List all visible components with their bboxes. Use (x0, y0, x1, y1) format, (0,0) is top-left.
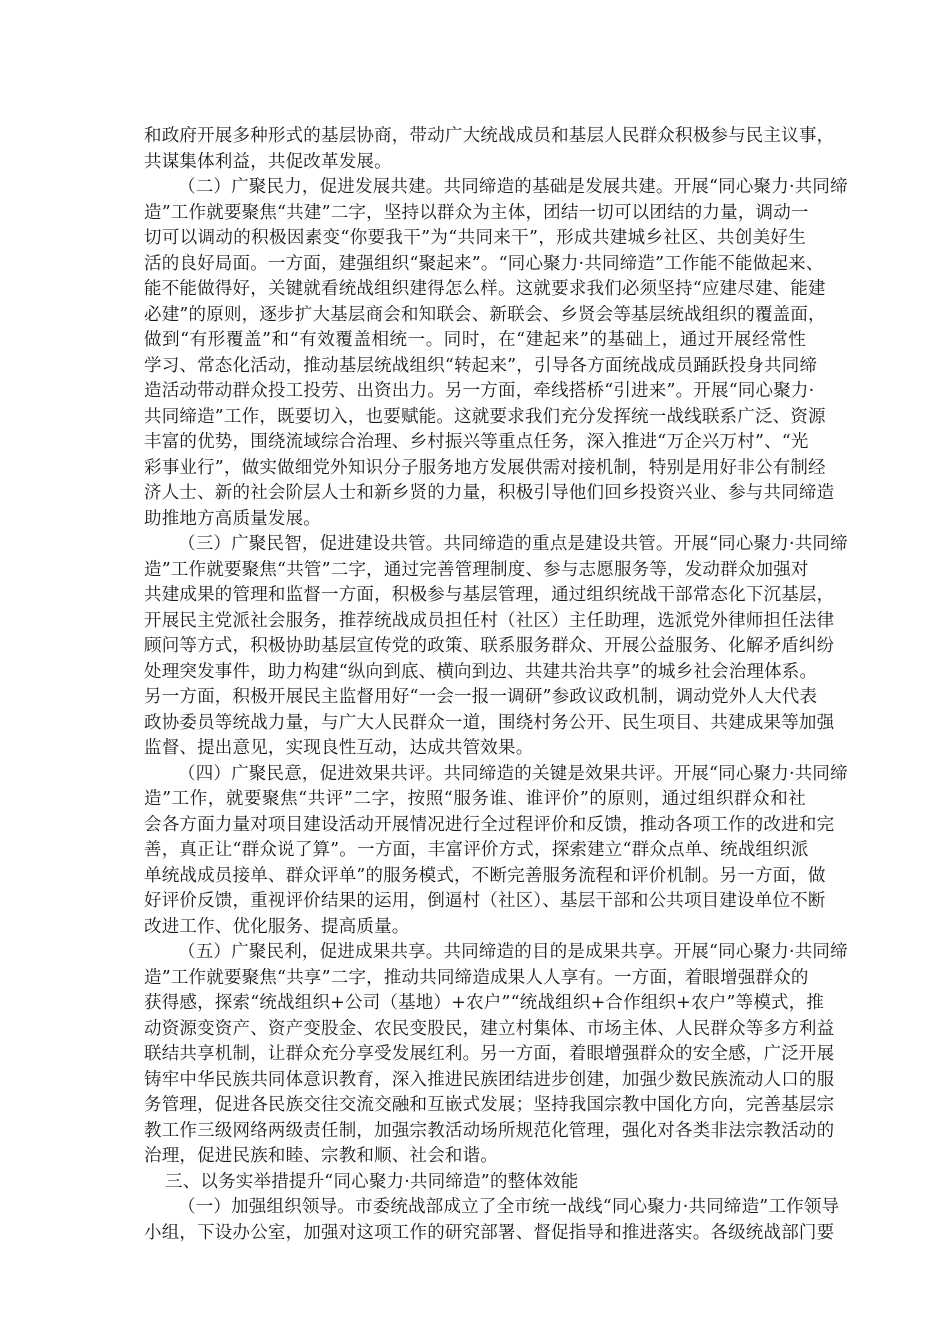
paragraph-line: 共建成果的管理和监督一方面，积极参与基层管理，通过组织统战干部常态化下沉基层， (144, 585, 835, 605)
paragraph-line: （三）广聚民智，促进建设共管。共同缔造的重点是建设共管。开展“同心聚力·共同缔 (178, 534, 848, 554)
paragraph-line: 造活动带动群众投工投劳、出资出力。另一方面，牵线搭桥“引进来”。开展“同心聚力· (144, 381, 815, 401)
paragraph-line: 政协委员等统战力量，与广大人民群众一道，围绕村务公开、民生项目、共建成果等加强 (144, 712, 835, 733)
paragraph-line: 单统战成员接单、群众评单”的服务模式，不断完善服务流程和评价机制。另一方面，做 (144, 865, 826, 886)
paragraph-line: 彩事业行”，做实做细党外知识分子服务地方发展供需对接机制，特别是用好非公有制经 (144, 457, 826, 478)
paragraph-line: 活的良好局面。一方面，建强组织“聚起来”。“同心聚力·共同缔造”工作能不能做起来、 (144, 253, 824, 274)
paragraph-line: 铸牢中华民族共同体意识教育，深入推进民族团结进步创建，加强少数民族流动人口的服 (144, 1069, 835, 1090)
paragraph-line: 造”工作就要聚焦“共享”二字，推动共同缔造成果人人享有。一方面，着眼增强群众的 (144, 967, 809, 988)
paragraph-line: 丰富的优势，围绕流域综合治理、乡村振兴等重点任务，深入推进“万企兴万村”、“光 (144, 432, 809, 452)
paragraph-line: 小组，下设办公室，加强对这项工作的研究部署、督促指导和推进落实。各级统战部门要 (144, 1222, 835, 1243)
paragraph-line: 联结共享机制，让群众充分享受发展红利。另一方面，着眼增强群众的安全感，广泛开展 (144, 1044, 835, 1064)
paragraph-line: 助推地方高质量发展。 (144, 508, 321, 529)
paragraph-line: 做到“有形覆盖”和“有效覆盖相统一。同时，在“建起来”的基础上，通过开展经常性 (144, 330, 806, 350)
paragraph-line: 另一方面，积极开展民主监督用好“一会一报一调研”参政议政机制，调动党外人大代表 (144, 687, 818, 707)
paragraph-line: 济人士、新的社会阶层人士和新乡贤的力量，积极引导他们回乡投资兴业、参与共同缔造 (144, 483, 835, 503)
paragraph-line: 切可以调动的积极因素变“你要我干”为“共同来干”，形成共建城乡社区、共创美好生 (144, 228, 806, 248)
paragraph-line: 开展民主党派社会服务，推荐统战成员担任村（社区）主任助理，选派党外律师担任法律 (144, 610, 835, 631)
paragraph-line: （二）广聚民力，促进发展共建。共同缔造的基础是发展共建。开展“同心聚力·共同缔 (178, 177, 848, 197)
paragraph-line: 好评价反馈，重视评价结果的运用，倒逼村（社区）、基层干部和公共项目建设单位不断 (144, 891, 826, 911)
paragraph-line: 共同缔造”工作，既要切入，也要赋能。这就要求我们充分发挥统一战线联系广泛、资源 (144, 406, 826, 427)
paragraph-line: 处理突发事件，助力构建“纵向到底、横向到边、共建共治共享”的城乡社会治理体系。 (144, 661, 818, 682)
paragraph-line: 动资源变资产、资产变股金、农民变股民，建立村集体、市场主体、人民群众等多方利益 (144, 1018, 835, 1039)
paragraph-line: 造”工作就要聚焦“共管”二字，通过完善管理制度、参与志愿服务等，发动群众加强对 (144, 559, 809, 580)
paragraph-line: （一）加强组织领导。市委统战部成立了全市统一战线“同心聚力·共同缔造”工作领导 (178, 1197, 840, 1217)
paragraph-line: 获得感，探索“统战组织+公司（基地）+农户”“统战组织+合作组织+农户”等模式，推 (144, 993, 825, 1013)
paragraph-line: 善，真正让“群众说了算”。一方面，丰富评价方式，探索建立“群众点单、统战组织派 (144, 840, 809, 860)
paragraph-line: 改进工作、优化服务、提高质量。 (144, 916, 410, 937)
paragraph-line: 顾问等方式，积极协助基层宣传党的政策、联系服务群众、开展公益服务、化解矛盾纠纷 (144, 636, 835, 656)
paragraph-line: 共谋集体利益，共促改革发展。 (144, 151, 392, 172)
paragraph-line: 治理，促进民族和睦、宗教和顺、社会和谐。 (144, 1146, 498, 1166)
paragraph-line: （五）广聚民利，促进成果共享。共同缔造的目的是成果共享。开展“同心聚力·共同缔 (178, 942, 848, 962)
paragraph-line: 务管理，促进各民族交往交流交融和互嵌式发展；坚持我国宗教中国化方向，完善基层宗 (144, 1095, 835, 1115)
paragraph-line: 学习、常态化活动，推动基层统战组织“转起来”，引导各方面统战成员踊跃投身共同缔 (144, 355, 818, 376)
paragraph-line: 必建”的原则，逐步扩大基层商会和知联会、新联会、乡贤会等基层统战组织的覆盖面， (144, 304, 826, 325)
paragraph-line: 能不能做得好，关键就看统战组织建得怎么样。这就要求我们必须坚持“应建尽建、能建 (144, 279, 826, 299)
paragraph-line: 会各方面力量对项目建设活动开展情况进行全过程评价和反馈，推动各项工作的改进和完 (144, 814, 835, 835)
paragraph-line: 造”工作就要聚焦“共建”二字，坚持以群众为主体，团结一切可以团结的力量，调动一 (144, 202, 809, 223)
paragraph-line: 造”工作，就要聚焦“共评”二字，按照“服务谁、谁评价”的原则，通过组织群众和社 (144, 789, 806, 809)
paragraph-line: （四）广聚民意，促进效果共评。共同缔造的关键是效果共评。开展“同心聚力·共同缔 (178, 763, 848, 784)
paragraph-line: 教工作三级网络两级责任制，加强宗教活动场所规范化管理，强化对各类非法宗教活动的 (144, 1120, 835, 1141)
paragraph-line: 和政府开展多种形式的基层协商，带动广大统战成员和基层人民群众积极参与民主议事， (144, 126, 835, 146)
section-heading: 三、以务实举措提升“同心聚力·共同缔造”的整体效能 (165, 1171, 579, 1192)
document-page (144, 124, 848, 1246)
paragraph-line: 监督、提出意见，实现良性互动，达成共管效果。 (144, 738, 534, 758)
